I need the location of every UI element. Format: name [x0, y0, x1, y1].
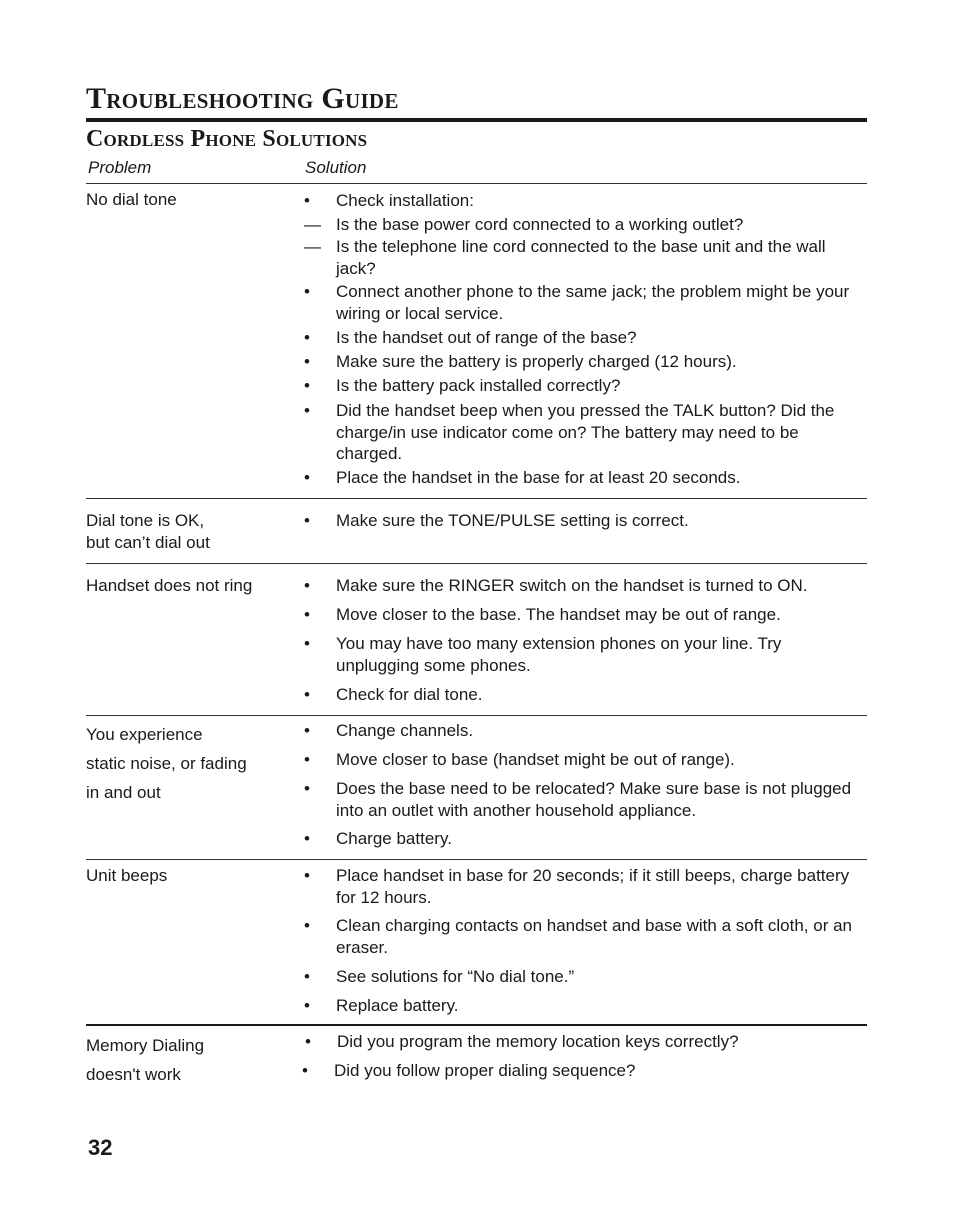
solution-text: Check for dial tone.	[336, 685, 483, 704]
solution-text: Change channels.	[336, 721, 474, 740]
bullet-marker: •	[304, 511, 310, 530]
row-divider	[86, 859, 867, 860]
solution-text: Check installation:	[336, 191, 474, 210]
bullet-marker: •	[304, 376, 310, 395]
bullet-marker: •	[304, 750, 310, 769]
solution-text: Move closer to base (handset might be out of range).	[336, 750, 735, 769]
section-title: Cordless Phone Solutions	[86, 126, 368, 152]
solution-item	[304, 214, 867, 236]
problem-text: but can’t dial out	[86, 533, 210, 552]
row-divider	[86, 1024, 867, 1026]
page-title: Troubleshooting Guide	[86, 82, 399, 115]
title-rule	[86, 118, 867, 122]
solution-item	[304, 510, 867, 532]
bullet-marker: •	[304, 634, 310, 653]
problem-text: Handset does not ring	[86, 576, 253, 595]
dash-marker: —	[304, 215, 321, 234]
problem-cell	[86, 189, 296, 211]
solution-text: Did you program the memory location keys correctly?	[337, 1032, 739, 1051]
solution-item	[304, 604, 867, 626]
problem-text: Memory Dialing	[86, 1036, 205, 1055]
solution-item	[305, 1031, 868, 1053]
bullet-marker: •	[304, 916, 310, 935]
solution-item	[304, 575, 867, 597]
solution-text: Clean charging contacts on handset and base with a soft cloth, or an eraser.	[336, 916, 852, 957]
solution-text: Make sure the battery is properly charged (12 hours).	[336, 352, 737, 371]
bullet-marker: •	[304, 996, 310, 1015]
bullet-marker: •	[304, 576, 310, 595]
bullet-marker: •	[302, 1061, 308, 1080]
row-divider	[86, 715, 867, 716]
column-header-solution: Solution	[305, 158, 367, 177]
solution-text: Replace battery.	[336, 996, 459, 1015]
solution-text: Charge battery.	[336, 829, 452, 848]
solution-text: Is the base power cord connected to a working outlet?	[336, 215, 744, 234]
bullet-marker: •	[304, 685, 310, 704]
solution-item	[304, 281, 867, 324]
row-divider	[86, 563, 867, 564]
solution-item	[304, 995, 867, 1017]
problem-text: static noise, or fading	[86, 754, 247, 773]
solution-item	[304, 749, 867, 771]
bullet-marker: •	[304, 352, 310, 371]
solution-text: Is the telephone line cord connected to the base unit and the wall jack?	[336, 237, 826, 278]
column-header-problem: Problem	[88, 158, 152, 177]
bullet-marker: •	[304, 191, 310, 210]
problem-text: Dial tone is OK,	[86, 511, 205, 530]
bullet-marker: •	[304, 401, 310, 420]
solution-item	[302, 1060, 865, 1082]
header-rule	[86, 183, 867, 184]
solution-text: Is the battery pack installed correctly?	[336, 376, 621, 395]
solution-text: Place handset in base for 20 seconds; if it still beeps, charge battery for 12 hours.	[336, 866, 850, 907]
page-number: 32	[88, 1135, 113, 1160]
solution-text: Did the handset beep when you pressed the TALK button? Did the charge/in use indicator come on? The battery may need to be charged.	[336, 401, 835, 463]
problem-cell	[86, 1031, 296, 1089]
bullet-marker: •	[304, 967, 310, 986]
solution-text: Make sure the TONE/PULSE setting is correct.	[336, 511, 689, 530]
solution-item	[304, 351, 867, 373]
solution-item	[304, 467, 867, 489]
solution-item	[304, 915, 867, 958]
bullet-marker: •	[304, 282, 310, 301]
problem-text: No dial tone	[86, 190, 177, 209]
solution-text: You may have too many extension phones on your line. Try unplugging some phones.	[336, 634, 782, 675]
solution-text: See solutions for “No dial tone.”	[336, 967, 575, 986]
solution-text: Is the handset out of range of the base?	[336, 328, 637, 347]
solution-item	[304, 400, 867, 465]
bullet-marker: •	[304, 605, 310, 624]
dash-marker: —	[304, 237, 321, 256]
bullet-marker: •	[304, 779, 310, 798]
solution-text: Does the base need to be relocated? Make sure base is not plugged into an outlet with another household appliance.	[336, 779, 852, 820]
solution-item	[304, 684, 867, 706]
bullet-marker: •	[304, 866, 310, 885]
bullet-marker: •	[305, 1032, 311, 1051]
bullet-marker: •	[304, 721, 310, 740]
bullet-marker: •	[304, 328, 310, 347]
solution-item	[304, 327, 867, 349]
solution-item	[304, 236, 867, 279]
problem-text: Unit beeps	[86, 866, 168, 885]
solution-item	[304, 633, 867, 676]
problem-text: doesn't work	[86, 1065, 181, 1084]
row-divider	[86, 498, 867, 499]
solution-text: Did you follow proper dialing sequence?	[334, 1061, 636, 1080]
solution-item	[304, 375, 867, 397]
solution-text: Make sure the RINGER switch on the handset is turned to ON.	[336, 576, 808, 595]
solution-item	[304, 778, 867, 821]
solution-item	[304, 720, 867, 742]
solution-item	[304, 190, 867, 212]
solution-text: Move closer to the base. The handset may be out of range.	[336, 605, 781, 624]
bullet-marker: •	[304, 468, 310, 487]
solution-item	[304, 966, 867, 988]
problem-cell	[86, 720, 296, 807]
bullet-marker: •	[304, 829, 310, 848]
solution-text: Place the handset in the base for at least 20 seconds.	[336, 468, 741, 487]
problem-cell	[86, 510, 296, 554]
solution-item	[304, 828, 867, 850]
problem-cell	[86, 575, 296, 597]
problem-cell	[86, 865, 296, 887]
solution-text: Connect another phone to the same jack; the problem might be your wiring or local service.	[336, 282, 850, 323]
problem-text: in and out	[86, 783, 161, 802]
problem-text: You experience	[86, 725, 203, 744]
solution-item	[304, 865, 867, 908]
